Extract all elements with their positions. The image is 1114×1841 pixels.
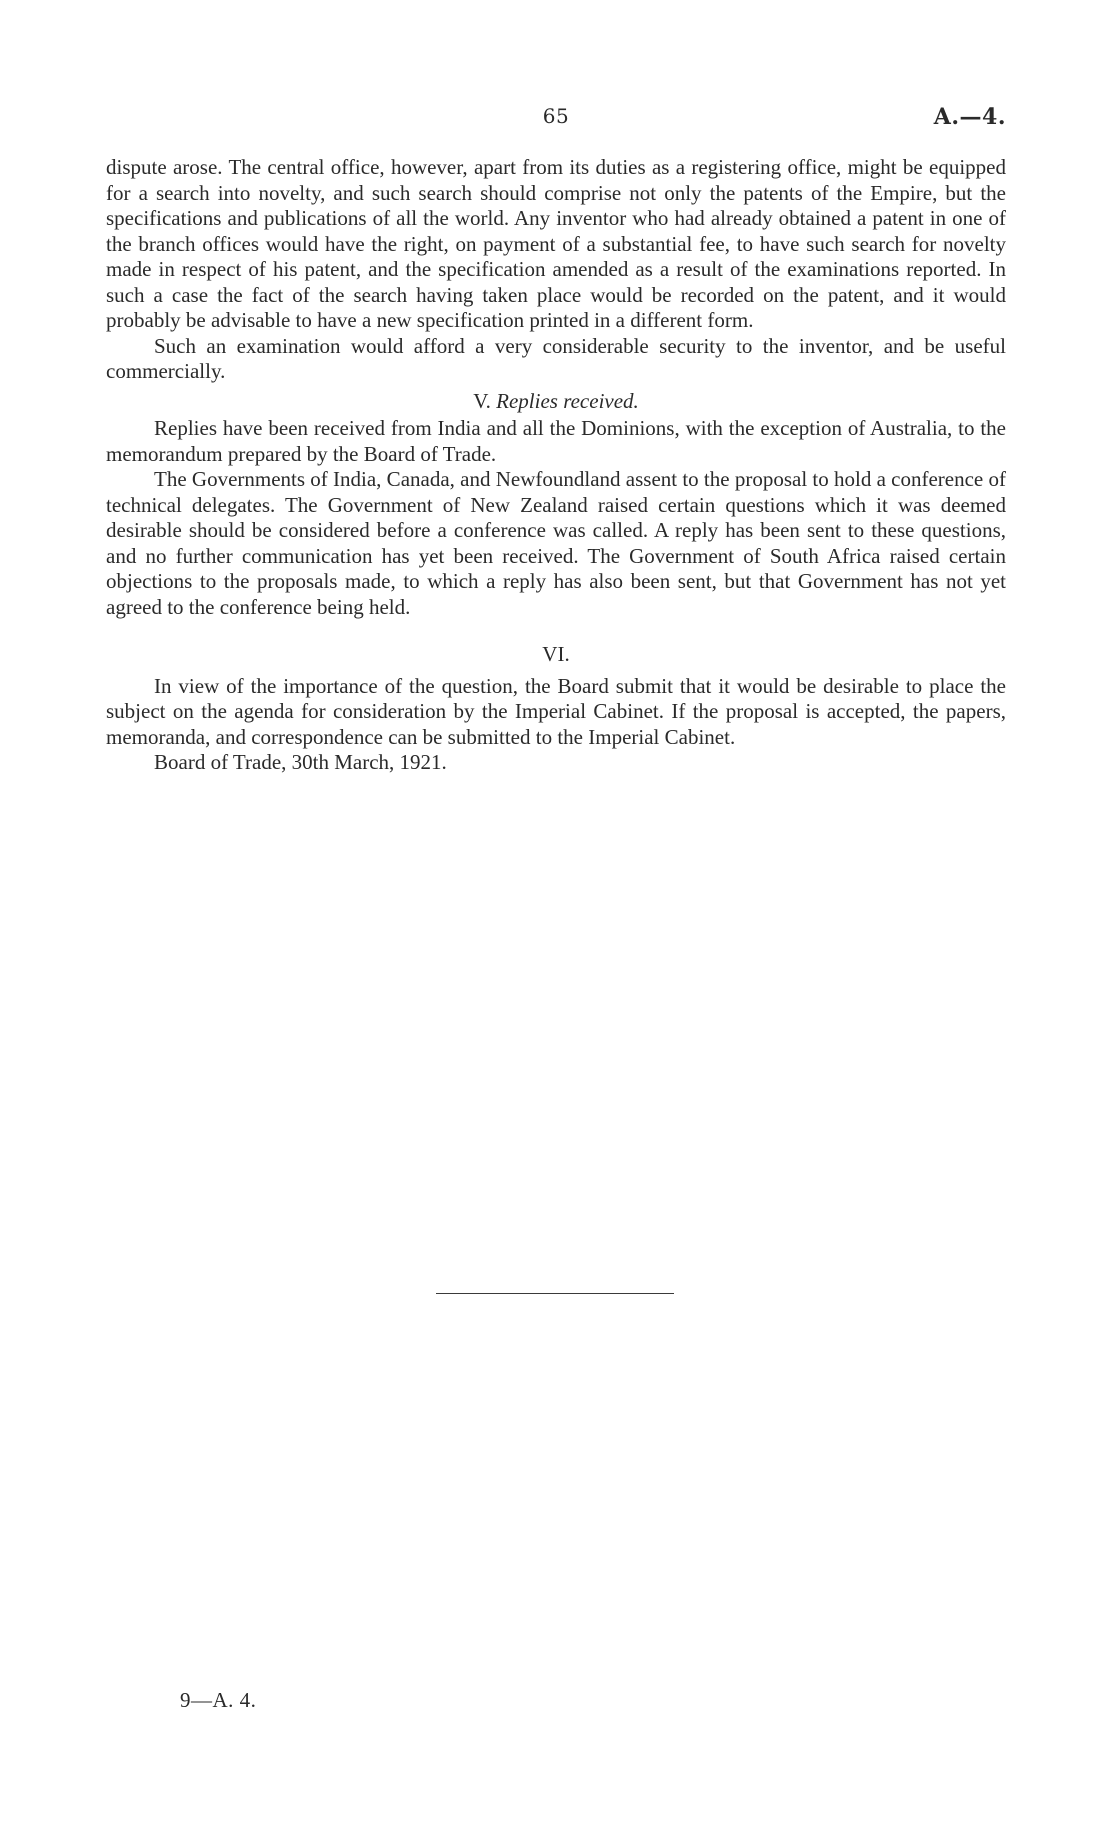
section-heading-v (106, 389, 1006, 415)
footer-reference: 9—A. 4. (180, 1688, 257, 1712)
paragraph-governments: The Governments of India, Canada, and Newfoundland assent to the proposal to hold a conference of technical delegates. The Government of New Zealand raised certain questions which it was deemed desirable should be considered before a conference was called. A reply has been sent to these questions, and no further communication has yet been received. The Government of South Africa raised certain objections to the proposals made, to which a reply has also been sent, but that Government has not yet agreed to the conference being held. (106, 467, 1006, 619)
page-number: 65 (542, 104, 570, 128)
paragraph-conclusion: In view of the importance of the question, the Board submit that it would be desirable to place the subject on the agenda for consideration by the Imperial Cabinet. If the proposal is accepted, the papers, memoranda, and correspondence can be submitted to the Imperial Cabinet. (106, 673, 1006, 749)
paragraph-continuation: dispute arose. The central office, however, apart from its duties as a registering office, might be equipped for a search into novelty, and such search should comprise not only the patents of the Empire, but the specifications and publications of all the world. Any inventor who had already obtained a patent in one of the branch offices would have the right, on payment of a substantial fee, to have such search for novelty made in respect of his patent, and the specification amended as a result of the examinations reported. In such a case the fact of the search having taken place would be recorded on the patent, and it would probably be advisable to have a new specification printed in a different form. (106, 155, 1006, 332)
paragraph-replies: Replies have been received from India and all the Dominions, with the exception of Australia, to the memorandum prepared by the Board of Trade. (106, 416, 1006, 466)
closing-rule (436, 1293, 674, 1294)
section-heading-vi: VI. (542, 642, 570, 666)
paragraph-examination: Such an examination would afford a very considerable security to the inventor, and be useful commercially. (106, 333, 1006, 383)
document-reference: A.—4. (933, 104, 1006, 130)
body-text (106, 155, 1006, 776)
page-header (106, 104, 1006, 134)
section-v-title: Replies received. (496, 388, 639, 413)
signoff-line: Board of Trade, 30th March, 1921. (154, 750, 447, 774)
section-v-numeral: V. (473, 388, 491, 413)
